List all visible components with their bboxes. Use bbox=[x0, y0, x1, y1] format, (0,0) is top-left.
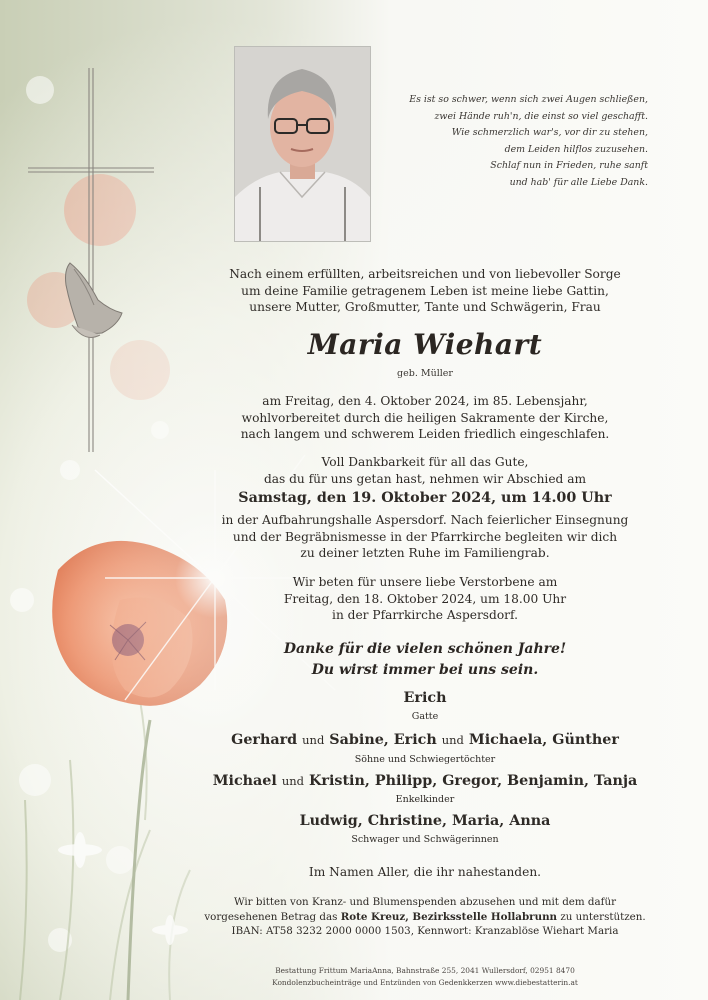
donation-line bbox=[190, 910, 660, 925]
conjunction: und bbox=[302, 733, 325, 747]
poem bbox=[380, 92, 648, 192]
farewell-text bbox=[190, 454, 660, 487]
prayer-line: Wir beten für unsere liebe Verstorbene am bbox=[292, 575, 558, 589]
death-line: wohlvorbereitet durch die heiligen Sakramente der Kirche, bbox=[241, 410, 609, 425]
children-role: Söhne und Schwiegertöchter bbox=[354, 754, 496, 765]
poem-line: zwei Hände ruh'n, die einst so viel geschafft. bbox=[434, 110, 648, 122]
husband-name: Erich bbox=[403, 690, 447, 706]
deceased-name: Maria Wiehart bbox=[307, 328, 543, 361]
farewell-line: das du für uns getan hast, nehmen wir Abschied am bbox=[263, 471, 587, 486]
imprint-line: Kondolenzbucheinträge und Entzünden von Gedenkkerzen www.diebestatterin.at bbox=[272, 977, 578, 987]
donation-iban: IBAN: AT58 3232 2000 0000 1503, Kennwort: Kranzablöse Wiehart Maria bbox=[231, 925, 619, 938]
intro-line: Nach einem erfüllten, arbeitsreichen und von liebevoller Sorge bbox=[229, 267, 621, 281]
farewell-detail-line: zu deiner letzten Ruhe im Familiengrab. bbox=[300, 546, 550, 561]
grandchildren-role: Enkelkinder bbox=[395, 794, 455, 805]
intro-line: um deine Familie getragenem Leben ist meine liebe Gattin, bbox=[241, 283, 609, 298]
donation-text-part: zu unterstützen. bbox=[557, 910, 646, 923]
maiden-name: geb. Müller bbox=[397, 368, 453, 379]
farewell-details bbox=[190, 512, 660, 562]
farewell-line: Voll Dankbarkeit für all das Gute, bbox=[321, 455, 529, 469]
closing-text: Im Namen Aller, die ihr nahestanden. bbox=[308, 865, 542, 879]
death-line: am Freitag, den 4. Oktober 2024, im 85. Lebensjahr, bbox=[262, 394, 588, 408]
death-line: nach langem und schwerem Leiden friedlich eingeschlafen. bbox=[240, 427, 610, 442]
prayer-line: in der Pfarrkirche Aspersdorf. bbox=[332, 608, 518, 623]
inlaws-role: Schwager und Schwägerinnen bbox=[351, 834, 499, 845]
poem-line: Es ist so schwer, wenn sich zwei Augen schließen, bbox=[409, 94, 648, 105]
donation-recipient: Rote Kreuz, Bezirksstelle Hollabrunn bbox=[340, 910, 558, 923]
mourner-name: Gerhard bbox=[231, 732, 298, 748]
children-names bbox=[190, 732, 660, 748]
poem-line: Wie schmerzlich war's, vor dir zu stehen, bbox=[451, 127, 648, 139]
husband-role: Gatte bbox=[411, 711, 439, 722]
conjunction: und bbox=[281, 774, 305, 788]
poem-line: Schlaf nun in Frieden, ruhe sanft bbox=[490, 160, 648, 172]
donation-text-part: vorgesehenen Betrag das bbox=[204, 910, 341, 923]
intro-line: unsere Mutter, Großmutter, Tante und Schwägerin, Frau bbox=[249, 300, 601, 315]
prayer-line: Freitag, den 18. Oktober 2024, um 18.00 Uhr bbox=[283, 591, 567, 606]
poem-line: dem Leiden hilflos zuzusehen. bbox=[504, 143, 648, 155]
farewell-detail-line: in der Aufbahrungshalle Aspersdorf. Nach feierlicher Einsegnung bbox=[221, 513, 629, 527]
mourner-name: Michaela, Günther bbox=[468, 732, 619, 748]
farewell-detail-line: und der Begräbnismesse in der Pfarrkirche begleiten wir dich bbox=[232, 529, 618, 544]
poem-line: und hab' für alle Liebe Dank. bbox=[509, 176, 648, 188]
grandchildren-names bbox=[190, 773, 660, 789]
mourner-name: Kristin, Philipp, Gregor, Benjamin, Tanja bbox=[309, 773, 638, 789]
inlaws-names: Ludwig, Christine, Maria, Anna bbox=[299, 813, 551, 829]
praying-hands-icon bbox=[60, 255, 130, 350]
mourner-name: Michael bbox=[212, 773, 277, 789]
imprint bbox=[190, 965, 660, 988]
donation-line: Wir bitten von Kranz- und Blumenspenden abzusehen und mit dem dafür bbox=[233, 896, 617, 908]
funeral-date: Samstag, den 19. Oktober 2024, um 14.00 Uhr bbox=[238, 490, 612, 506]
mourner-name: Sabine, Erich bbox=[329, 732, 437, 748]
conjunction: und bbox=[441, 733, 464, 747]
prayer-text bbox=[190, 574, 660, 624]
thanks-line: Du wirst immer bei uns sein. bbox=[311, 662, 539, 678]
thanks-line: Danke für die vielen schönen Jahre! bbox=[283, 641, 567, 657]
imprint-line: Bestattung Frittum MariaAnna, Bahnstraße 255, 2041 Wullersdorf, 02951 8470 bbox=[275, 966, 575, 975]
death-text bbox=[190, 393, 660, 443]
intro-text bbox=[190, 266, 660, 316]
donation-text bbox=[190, 895, 660, 939]
portrait-photo bbox=[234, 46, 371, 242]
thanks-text bbox=[190, 639, 660, 681]
